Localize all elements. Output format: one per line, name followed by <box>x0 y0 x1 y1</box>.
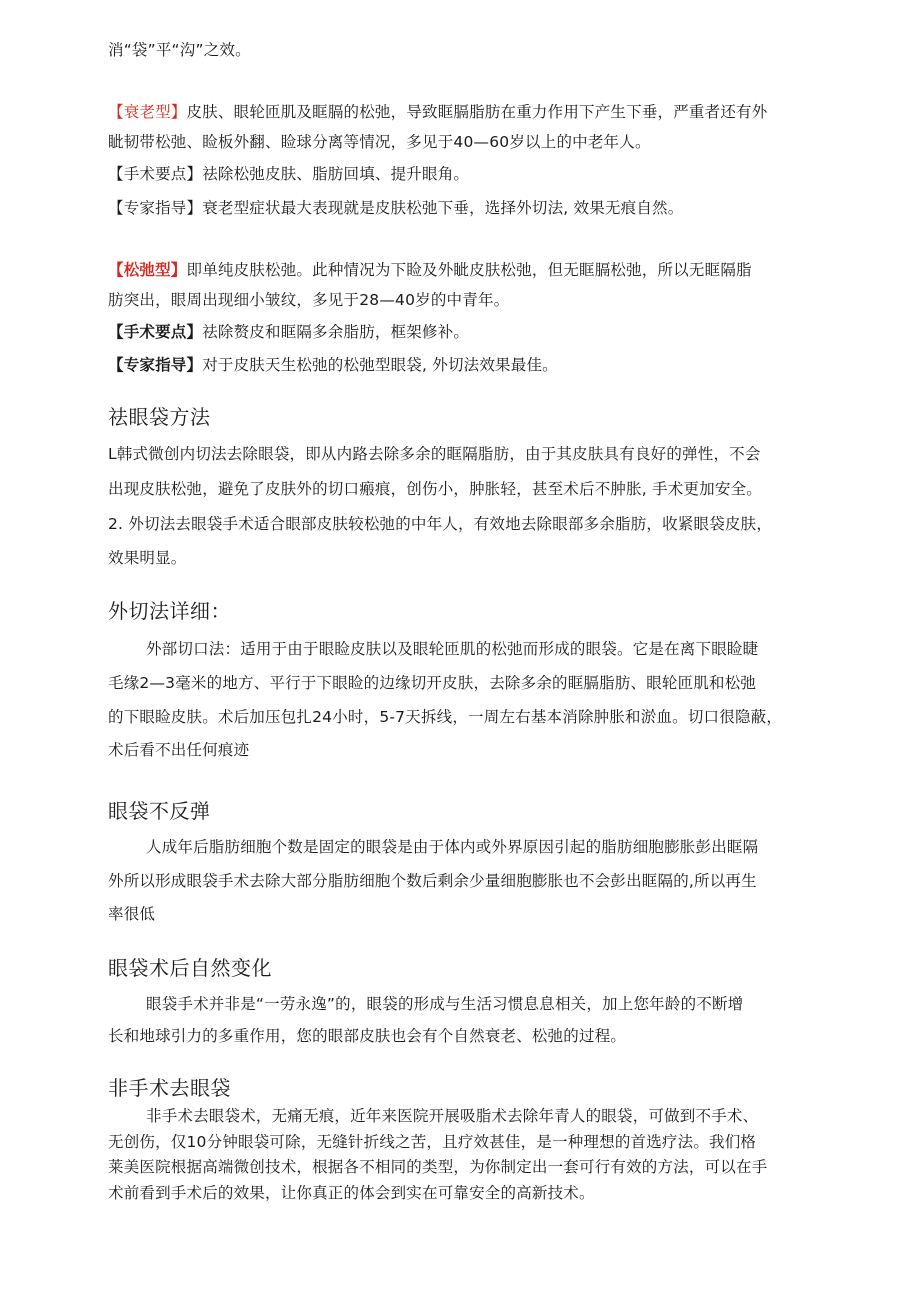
aging-expert-advice <box>108 198 683 218</box>
loose-expert-text: 对于皮肤天生松弛的松弛型眼袋, 外切法效果最佳。 <box>202 356 558 374</box>
methods-p1-line-1: L韩式微创内切法去除眼袋，即从内路去除多余的眶隔脂肪，由于其皮肤具有良好的弹性，不会 <box>108 445 761 463</box>
methods-p1-line-2: 出现皮肤松弛，避免了皮肤外的切口瘢痕，创伤小，肿胀轻，甚至术后不肿胀, 手术更加安全。 <box>108 480 762 498</box>
no-rebound-line-1: 人成年后脂肪细胞个数是固定的眼袋是由于体内或外界原因引起的脂肪细胞膨胀彭出眶隔 <box>146 838 759 856</box>
no-rebound-heading: 眼袋不反弹 <box>108 799 211 823</box>
aging-key-label: 【手术要点】 <box>108 165 203 183</box>
non-surgical-line-3: 莱美医院根据高端微创技术，根据各不相同的类型，为你制定出一套可行有效的方法，可以在手 <box>108 1158 768 1176</box>
external-line-4: 术后看不出任何痕迹 <box>108 741 250 759</box>
methods-heading: 祛眼袋方法 <box>108 405 211 429</box>
non-surgical-line-2: 无创伤，仅10分钟眼袋可除，无缝针折线之苦，且疗效甚佳，是一种理想的首选疗法。我们格 <box>108 1133 757 1151</box>
non-surgical-line-1: 非手术去眼袋术，无痛无痕，近年来医院开展吸脂术去除年青人的眼袋，可做到不手术、 <box>146 1107 759 1125</box>
loose-expert-advice <box>108 355 558 375</box>
aging-paragraph-line-1 <box>108 102 767 122</box>
methods-p2-line-2: 效果明显。 <box>108 549 187 567</box>
loose-text-1: 即单纯皮肤松弛。此种情况为下睑及外眦皮肤松弛，但无眶膈松弛，所以无眶隔脂 <box>186 261 752 279</box>
no-rebound-line-3: 率很低 <box>108 905 156 923</box>
loose-key-label: 【手术要点】 <box>108 323 203 341</box>
aging-tag: 【衰老型】 <box>108 103 187 121</box>
external-line-2: 毛缘2—3毫米的地方、平行于下眼睑的边缘切开皮肤，去除多余的眶膈脂肪、眼轮匝肌和松弛 <box>108 674 757 692</box>
methods-p2-line-1: 2. 外切法去眼袋手术适合眼部皮肤较松弛的中年人，有效地去除眼部多余脂肪，收紧眼袋皮肤， <box>108 515 773 533</box>
aging-key-points <box>108 164 469 184</box>
non-surgical-heading: 非手术去眼袋 <box>108 1076 231 1100</box>
aging-expert-text: 衰老型症状最大表现就是皮肤松弛下垂，选择外切法, 效果无痕自然。 <box>202 199 684 217</box>
intro-line: 消“袋”平“沟”之效。 <box>108 41 251 59</box>
loose-key-text: 祛除赘皮和眶隔多余脂肪，框架修补。 <box>202 323 470 341</box>
natural-change-heading: 眼袋术后自然变化 <box>108 956 272 980</box>
loose-tag: 【松弛型】 <box>108 261 187 279</box>
external-line-3: 的下眼睑皮肤。术后加压包扎24小时，5-7天拆线，一周左右基本消除肿胀和淤血。切口很隐蔽， <box>108 708 783 726</box>
non-surgical-line-4: 术前看到手术后的效果，让你真正的体会到实在可靠安全的高新技术。 <box>108 1184 595 1202</box>
loose-paragraph-line-1 <box>108 260 752 280</box>
no-rebound-line-2: 外所以形成眼袋手术去除大部分脂肪细胞个数后剩余少量细胞膨胀也不会彭出眶隔的,所以再生 <box>108 872 757 890</box>
natural-change-line-1: 眼袋手术并非是“一劳永逸”的，眼袋的形成与生活习惯息息相关，加上您年龄的不断增 <box>146 995 744 1013</box>
aging-paragraph-line-2: 眦韧带松弛、睑板外翻、睑球分离等情况，多见于40—60岁以上的中老年人。 <box>108 133 651 151</box>
loose-paragraph-line-2: 肪突出，眼周出现细小皱纹，多见于28—40岁的中青年。 <box>108 291 510 309</box>
external-line-1: 外部切口法：适用于由于眼睑皮肤以及眼轮匝肌的松弛而形成的眼袋。它是在离下眼睑睫 <box>146 640 759 658</box>
aging-key-text: 祛除松弛皮肤、脂肪回填、提升眼角。 <box>202 165 470 183</box>
aging-expert-label: 【专家指导】 <box>108 199 203 217</box>
loose-expert-label: 【专家指导】 <box>108 356 203 374</box>
natural-change-line-2: 长和地球引力的多重作用，您的眼部皮肤也会有个自然衰老、松弛的过程。 <box>108 1027 627 1045</box>
aging-text-1: 皮肤、眼轮匝肌及眶膈的松弛，导致眶膈脂肪在重力作用下产生下垂，严重者还有外 <box>186 103 768 121</box>
loose-key-points <box>108 322 469 342</box>
external-heading: 外切法详细： <box>108 599 231 623</box>
